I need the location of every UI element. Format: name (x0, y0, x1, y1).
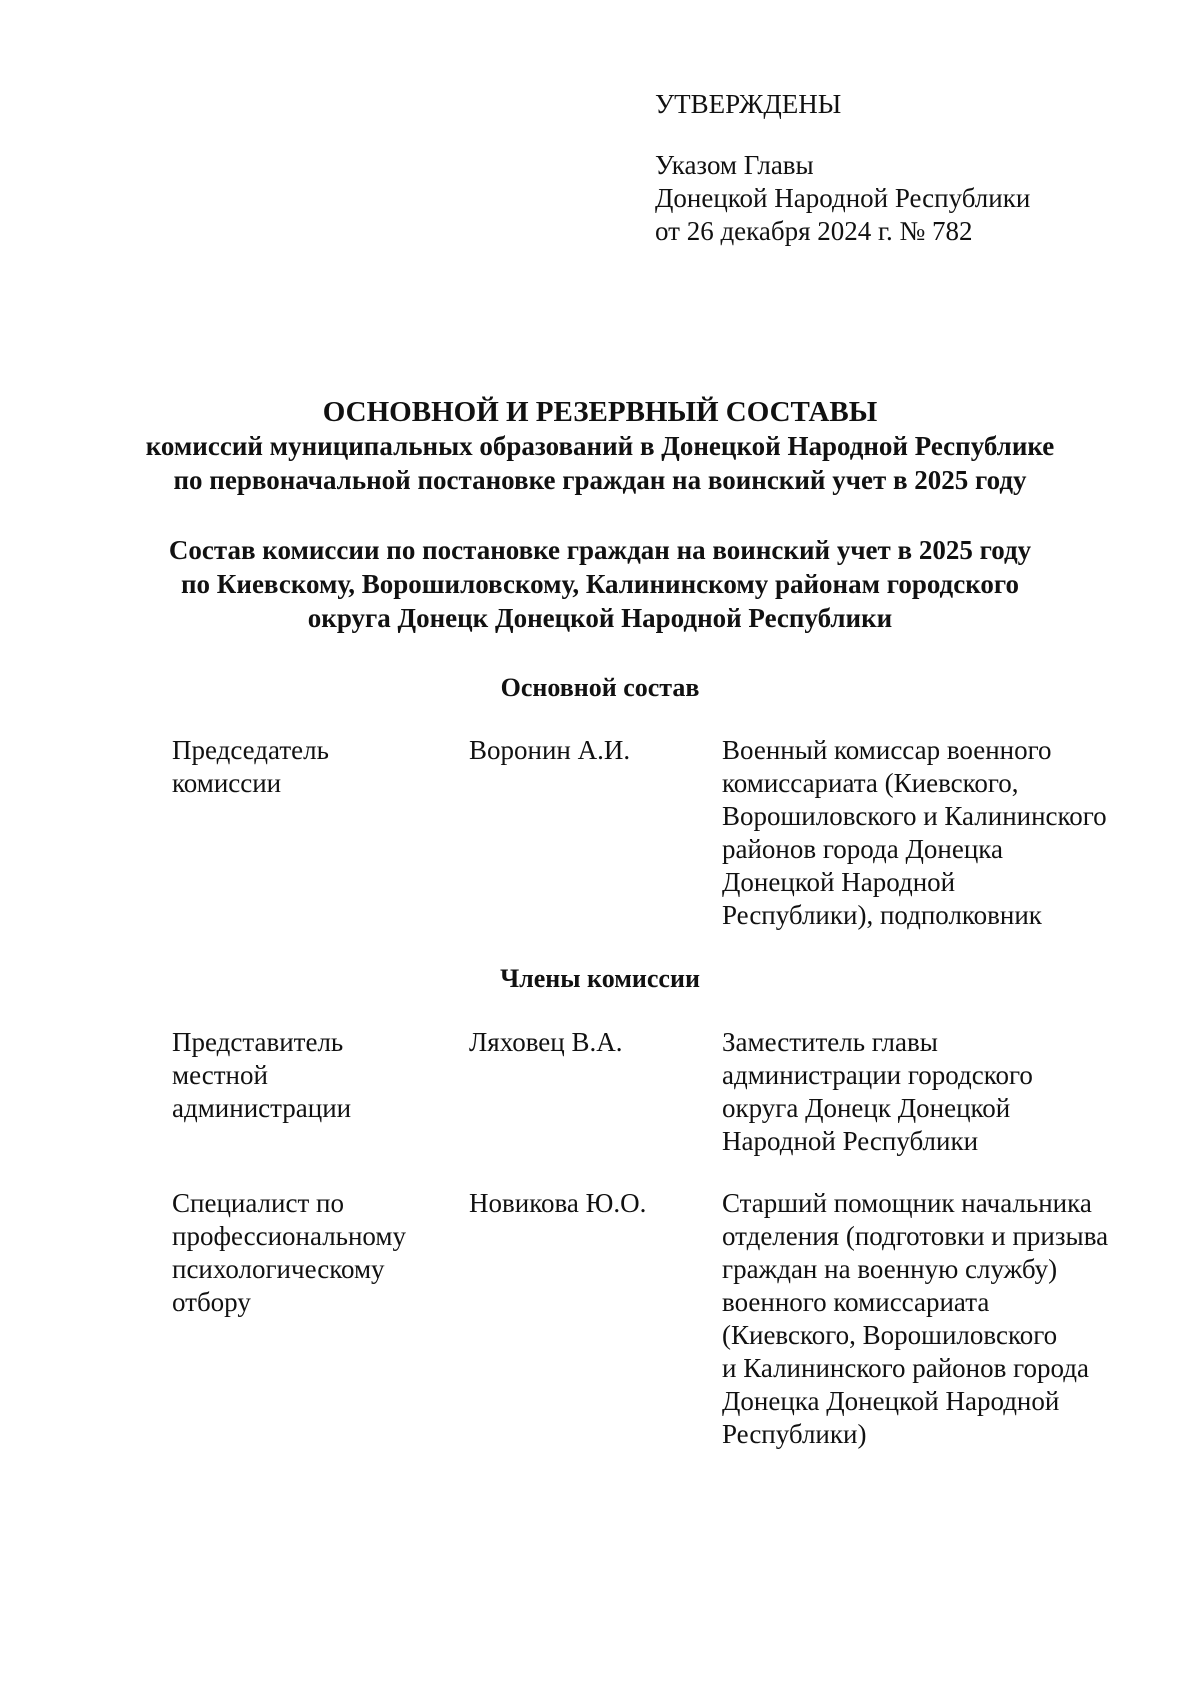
position-line: Донецкой Народной (722, 867, 956, 897)
position-line: Народной Республики (722, 1126, 979, 1156)
section-heading-main: Основной состав (500, 673, 700, 702)
position-line: военного комиссариата (722, 1287, 990, 1317)
member-position (722, 734, 1162, 932)
position-line: Республики) (722, 1419, 867, 1449)
position-line: (Киевского, Ворошиловского (722, 1320, 1058, 1350)
role-line: психологическому (172, 1254, 385, 1284)
member-name: Ляховец В.А. (469, 1027, 623, 1057)
title-line: комиссий муниципальных образований в Донецкой Народной Республике (145, 431, 1055, 461)
position-line: Донецка Донецкой Народной (722, 1386, 1060, 1416)
position-line: округа Донецк Донецкой (722, 1093, 1011, 1123)
position-line: районов города Донецка (722, 834, 1003, 864)
role-line: Представитель (172, 1027, 344, 1057)
title-line: по первоначальной постановке граждан на воинский учет в 2025 году (173, 465, 1027, 495)
commission-subtitle (60, 533, 1140, 635)
approval-stamp: УТВЕРЖДЕНЫ (655, 89, 842, 119)
position-line: и Калининского районов города (722, 1353, 1089, 1383)
section-heading-members: Члены комиссии (500, 964, 700, 993)
position-line: граждан на военную службу) (722, 1254, 1058, 1284)
approval-line: от 26 декабря 2024 г. № 782 (655, 216, 973, 246)
role-line: местной (172, 1060, 268, 1090)
position-line: отделения (подготовки и призыва (722, 1221, 1109, 1251)
title-line: ОСНОВНОЙ И РЕЗЕРВНЫЙ СОСТАВЫ (322, 396, 878, 428)
document-title (60, 395, 1140, 497)
subtitle-line: Состав комиссии по постановке граждан на воинский учет в 2025 году (168, 535, 1032, 565)
position-line: комиссариата (Киевского, (722, 768, 1019, 798)
member-role (172, 1187, 442, 1319)
member-position (722, 1187, 1162, 1451)
role-line: профессиональному (172, 1221, 406, 1251)
member-name: Новикова Ю.О. (469, 1188, 647, 1218)
position-line: администрации городского (722, 1060, 1033, 1090)
role-line: Специалист по (172, 1188, 344, 1218)
approval-line: Донецкой Народной Республики (655, 183, 1031, 213)
role-line: администрации (172, 1093, 352, 1123)
approval-line: Указом Главы (655, 150, 814, 180)
role-line: комиссии (172, 768, 282, 798)
member-role (172, 1026, 442, 1125)
role-line: отбору (172, 1287, 251, 1317)
position-line: Ворошиловского и Калининского (722, 801, 1107, 831)
member-name: Воронин А.И. (469, 735, 631, 765)
member-role (172, 734, 442, 800)
position-line: Военный комиссар военного (722, 735, 1052, 765)
role-line: Председатель (172, 735, 329, 765)
position-line: Республики), подполковник (722, 900, 1042, 930)
member-position (722, 1026, 1162, 1158)
position-line: Заместитель главы (722, 1027, 938, 1057)
approval-block (655, 88, 1135, 248)
subtitle-line: округа Донецк Донецкой Народной Республики (307, 603, 893, 633)
position-line: Старший помощник начальника (722, 1188, 1092, 1218)
subtitle-line: по Киевскому, Ворошиловскому, Калининскому районам городского (181, 569, 1019, 599)
